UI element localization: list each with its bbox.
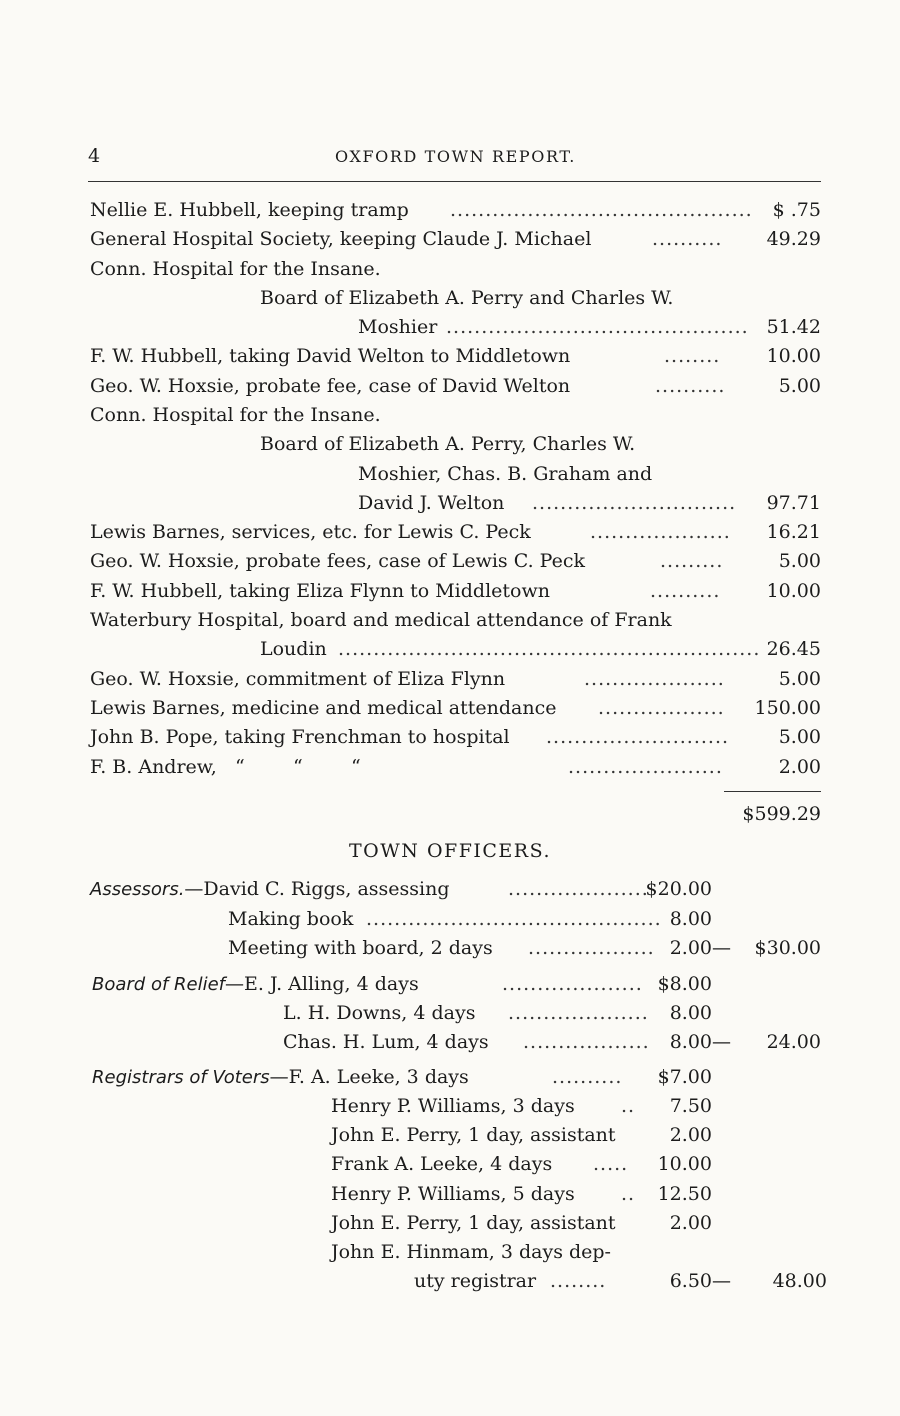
officer-line [283, 1002, 649, 1030]
officer-line [283, 1031, 650, 1059]
officer-text: Frank A. Leeke, 4 days [331, 1153, 553, 1175]
expense-amount: 97.71 [766, 492, 821, 514]
officer-text: Chas. H. Lum, 4 days [283, 1031, 489, 1053]
expense-text: Geo. W. Hoxsie, probate fee, case of David Welton [90, 375, 571, 397]
dot-leader: .................... [502, 973, 643, 995]
officer-amount [642, 908, 712, 930]
total-rule [724, 791, 821, 792]
amount-value: $20.00 [645, 878, 712, 900]
amount-value: 2.00 [669, 1212, 712, 1234]
officer-text: Henry P. Williams, 5 days [331, 1183, 575, 1205]
officer-text: —E. J. Alling, 4 days [225, 973, 419, 995]
expense-amount: 51.42 [766, 316, 821, 338]
header-rule [88, 181, 821, 182]
amount-value: 7.50 [669, 1095, 712, 1117]
amount-value: 6.50 [669, 1270, 712, 1292]
expense-line [90, 521, 731, 549]
officer-amount [642, 1095, 712, 1117]
expense-amount: 10.00 [766, 345, 821, 367]
amount-value: $8.00 [657, 973, 712, 995]
dot-leader: ........................................... [450, 199, 753, 221]
dot-leader: .................... [584, 668, 725, 690]
dot-leader: ........................................... [446, 316, 749, 338]
dot-leader: .......... [652, 228, 723, 250]
officer-line [92, 1066, 640, 1094]
officer-line [331, 1212, 640, 1240]
expense-text: John B. Pope, taking Frenchman to hospital [90, 726, 510, 748]
officer-text: Meeting with board, 2 days [228, 937, 493, 959]
expense-amount: 5.00 [778, 668, 821, 690]
officer-amount [642, 1212, 712, 1234]
expense-amount: $ .75 [772, 199, 821, 221]
expense-line [90, 345, 720, 373]
officer-text: Henry P. Williams, 3 days [331, 1095, 575, 1117]
dot-leader: .................... [508, 878, 649, 900]
officer-amount [642, 973, 712, 995]
officer-line [331, 1241, 640, 1269]
expense-text: Moshier, Chas. B. Graham and [358, 463, 653, 485]
dash: — [712, 1031, 731, 1053]
expense-amount: 5.00 [778, 550, 821, 572]
officer-line [331, 1153, 640, 1181]
expense-text: Loudin [260, 638, 327, 660]
dot-leader: ........ [550, 1270, 607, 1292]
expense-amount: 5.00 [778, 375, 821, 397]
officer-text: uty registrar [414, 1270, 537, 1292]
expense-amount: 5.00 [778, 726, 821, 748]
expense-text: General Hospital Society, keeping Claude J. Michael [90, 228, 592, 250]
expense-line [90, 375, 726, 403]
amount-value: $7.00 [657, 1066, 712, 1088]
expense-amount: 10.00 [766, 580, 821, 602]
expense-text: Conn. Hospital for the Insane. [90, 258, 381, 280]
officer-entry [92, 973, 419, 995]
dot-leader: ........ [664, 345, 721, 367]
officer-text: L. H. Downs, 4 days [283, 1002, 476, 1024]
expense-line [90, 756, 723, 784]
officer-entry [92, 1066, 469, 1088]
amount-value: 8.00 [669, 1031, 712, 1053]
dot-leader: .. [621, 1183, 636, 1205]
amount-value: 2.00 [669, 937, 712, 959]
expense-line [90, 726, 730, 754]
registrars-total: 48.00 [772, 1270, 827, 1292]
dot-leader: .................. [528, 937, 655, 959]
dot-leader: ...................... [568, 756, 723, 778]
running-title: OXFORD TOWN REPORT. [335, 147, 576, 166]
officer-text: John E. Perry, 1 day, assistant [331, 1124, 616, 1146]
amount-value: 2.00 [669, 1124, 712, 1146]
expense-line [358, 463, 720, 491]
expense-line [90, 668, 725, 696]
expense-text: F. W. Hubbell, taking David Welton to Middletown [90, 345, 571, 367]
dash: — [712, 1270, 731, 1292]
dot-leader: .................. [598, 697, 725, 719]
expense-text: Nellie E. Hubbell, keeping tramp [90, 199, 409, 221]
expense-line [260, 287, 720, 315]
dash: — [712, 937, 731, 959]
dot-leader: ..... [593, 1153, 629, 1175]
dot-leader: .................... [590, 521, 731, 543]
officer-amount [642, 1270, 731, 1292]
expense-text: F. B. Andrew, “ “ “ [90, 756, 361, 778]
expense-line [358, 316, 749, 344]
assessors-total: $30.00 [754, 937, 821, 959]
officer-line [228, 908, 662, 936]
expense-text: Conn. Hospital for the Insane. [90, 404, 381, 426]
expense-amount: 26.45 [766, 638, 821, 660]
officer-amount [642, 1124, 712, 1146]
dot-leader: .......... [650, 580, 721, 602]
amount-value: 12.50 [657, 1183, 712, 1205]
officer-entry [90, 878, 450, 900]
expense-amount: 49.29 [766, 228, 821, 250]
amount-value: 8.00 [669, 1002, 712, 1024]
expense-amount: 16.21 [766, 521, 821, 543]
page-number: 4 [88, 145, 101, 167]
officer-text: John E. Hinmam, 3 days dep- [331, 1241, 611, 1263]
expense-text: Lewis Barnes, services, etc. for Lewis C. Peck [90, 521, 531, 543]
expense-amount: 150.00 [754, 697, 821, 719]
category-label: Assessors. [90, 879, 185, 900]
expense-text: F. W. Hubbell, taking Eliza Flynn to Middletown [90, 580, 550, 602]
section-title: TOWN OFFICERS. [349, 840, 551, 862]
officer-line [331, 1095, 640, 1123]
officer-line [331, 1124, 640, 1152]
officer-amount [642, 937, 731, 959]
expense-line [90, 404, 720, 432]
expense-text: Lewis Barnes, medicine and medical attendance [90, 697, 557, 719]
amount-value: 8.00 [669, 908, 712, 930]
officer-line [90, 878, 649, 906]
expense-amount: 2.00 [778, 756, 821, 778]
expense-text: Board of Elizabeth A. Perry, Charles W. [260, 433, 636, 455]
dot-leader: .......... [655, 375, 726, 397]
expense-text: David J. Welton [358, 492, 505, 514]
amount-value: 10.00 [657, 1153, 712, 1175]
dot-leader: .. [621, 1095, 636, 1117]
expense-line [90, 550, 724, 578]
officer-amount [642, 1153, 712, 1175]
officer-text: —David C. Riggs, assessing [184, 878, 450, 900]
officer-line [92, 973, 643, 1001]
expense-line [90, 697, 725, 725]
page-header [88, 145, 823, 169]
dot-leader: .......... [552, 1066, 623, 1088]
dot-leader: .......................... [546, 726, 730, 748]
dot-leader: ......... [660, 550, 724, 572]
dot-leader: ............................................................ [338, 638, 761, 660]
officer-text: Making book [228, 908, 354, 930]
expense-line [90, 609, 720, 637]
expense-line [90, 228, 723, 256]
officer-amount [642, 1183, 712, 1205]
officer-line [414, 1270, 640, 1298]
dot-leader: .................... [508, 1002, 649, 1024]
officer-line [228, 937, 655, 965]
dot-leader: ............................. [532, 492, 737, 514]
expense-line [90, 580, 720, 608]
expense-text: Geo. W. Hoxsie, probate fees, case of Lewis C. Peck [90, 550, 585, 572]
expense-text: Geo. W. Hoxsie, commitment of Eliza Flynn [90, 668, 506, 690]
expense-text: Waterbury Hospital, board and medical attendance of Frank [90, 609, 672, 631]
expense-text: Board of Elizabeth A. Perry and Charles W. [260, 287, 674, 309]
category-label: Board of Relief [92, 974, 226, 995]
expenses-total: $599.29 [742, 803, 821, 825]
officer-line [331, 1183, 640, 1211]
board-of-relief-total: 24.00 [766, 1031, 821, 1053]
expense-line [90, 199, 753, 227]
officer-text: John E. Perry, 1 day, assistant [331, 1212, 616, 1234]
officer-amount [642, 878, 712, 900]
officer-amount [642, 1066, 712, 1088]
category-label: Registrars of Voters [92, 1067, 270, 1088]
expense-line [358, 492, 737, 520]
officer-text: —F. A. Leeke, 3 days [269, 1066, 469, 1088]
dot-leader: .......................................... [366, 908, 662, 930]
expense-line [90, 258, 720, 286]
officer-amount [642, 1031, 731, 1053]
expense-line [260, 433, 720, 461]
expense-line [260, 638, 761, 666]
officer-amount [642, 1002, 712, 1024]
expense-text: Moshier [358, 316, 438, 338]
dot-leader: .................. [523, 1031, 650, 1053]
